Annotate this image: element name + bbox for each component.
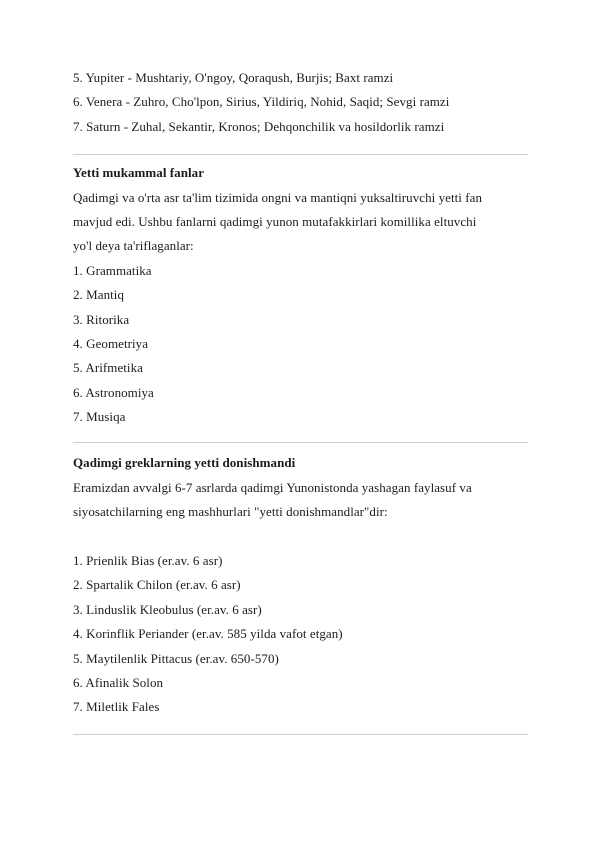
list-item: 7. Musiqa bbox=[73, 409, 126, 425]
list-item: 4. Korinflik Periander (er.av. 585 yilda vafot etgan) bbox=[73, 626, 343, 642]
list-item: 4. Geometriya bbox=[73, 335, 149, 351]
paragraph-line: Qadimgi va o'rta asr ta'lim tizimida ongni va mantiqni yuksaltiruvchi yetti fan bbox=[73, 189, 483, 205]
list-item: 6. Afinalik Solon bbox=[73, 674, 164, 690]
blank-line bbox=[73, 525, 528, 549]
list-item: 6. Astronomiya bbox=[73, 384, 154, 400]
planet-list bbox=[73, 66, 528, 139]
section-seven-sages bbox=[73, 451, 528, 719]
list-item: 5. Maytilenlik Pittacus (er.av. 650-570) bbox=[73, 650, 279, 666]
planet-list-item: 7. Saturn - Zuhal, Sekantir, Kronos; Dehqonchilik va hosildorlik ramzi bbox=[73, 118, 445, 134]
list-item: 3. Ritorika bbox=[73, 311, 130, 327]
section-title: Qadimgi greklarning yetti donishmandi bbox=[73, 455, 296, 471]
planet-list-item: 6. Venera - Zuhro, Cho'lpon, Sirius, Yildiriq, Nohid, Saqid; Sevgi ramzi bbox=[73, 94, 450, 110]
section-divider bbox=[73, 442, 528, 443]
section-divider bbox=[73, 154, 528, 155]
section-title: Yetti mukammal fanlar bbox=[73, 165, 205, 181]
list-item: 2. Spartalik Chilon (er.av. 6 asr) bbox=[73, 577, 241, 593]
list-item: 5. Arifmetika bbox=[73, 360, 143, 376]
list-item: 1. Grammatika bbox=[73, 262, 152, 278]
planet-list-item: 5. Yupiter - Mushtariy, O'ngoy, Qoraqush, Burjis; Baxt ramzi bbox=[73, 70, 394, 85]
paragraph-line: yo'l deya ta'riflaganlar: bbox=[73, 238, 194, 254]
document-page bbox=[73, 66, 528, 735]
list-item: 7. Miletlik Fales bbox=[73, 699, 160, 715]
paragraph-line: mavjud edi. Ushbu fanlarni qadimgi yunon mutafakkirlari komillika eltuvchi bbox=[73, 213, 477, 229]
list-item: 1. Prienlik Bias (er.av. 6 asr) bbox=[73, 553, 223, 569]
list-item: 2. Mantiq bbox=[73, 287, 125, 303]
paragraph-line: Eramizdan avvalgi 6-7 asrlarda qadimgi Yunonistonda yashagan faylasuf va bbox=[73, 479, 472, 495]
paragraph-line: siyosatchilarning eng mashhurlari "yetti donishmandlar"dir: bbox=[73, 504, 388, 520]
list-item: 3. Linduslik Kleobulus (er.av. 6 asr) bbox=[73, 601, 262, 617]
section-seven-sciences bbox=[73, 161, 528, 429]
section-divider bbox=[73, 734, 528, 735]
